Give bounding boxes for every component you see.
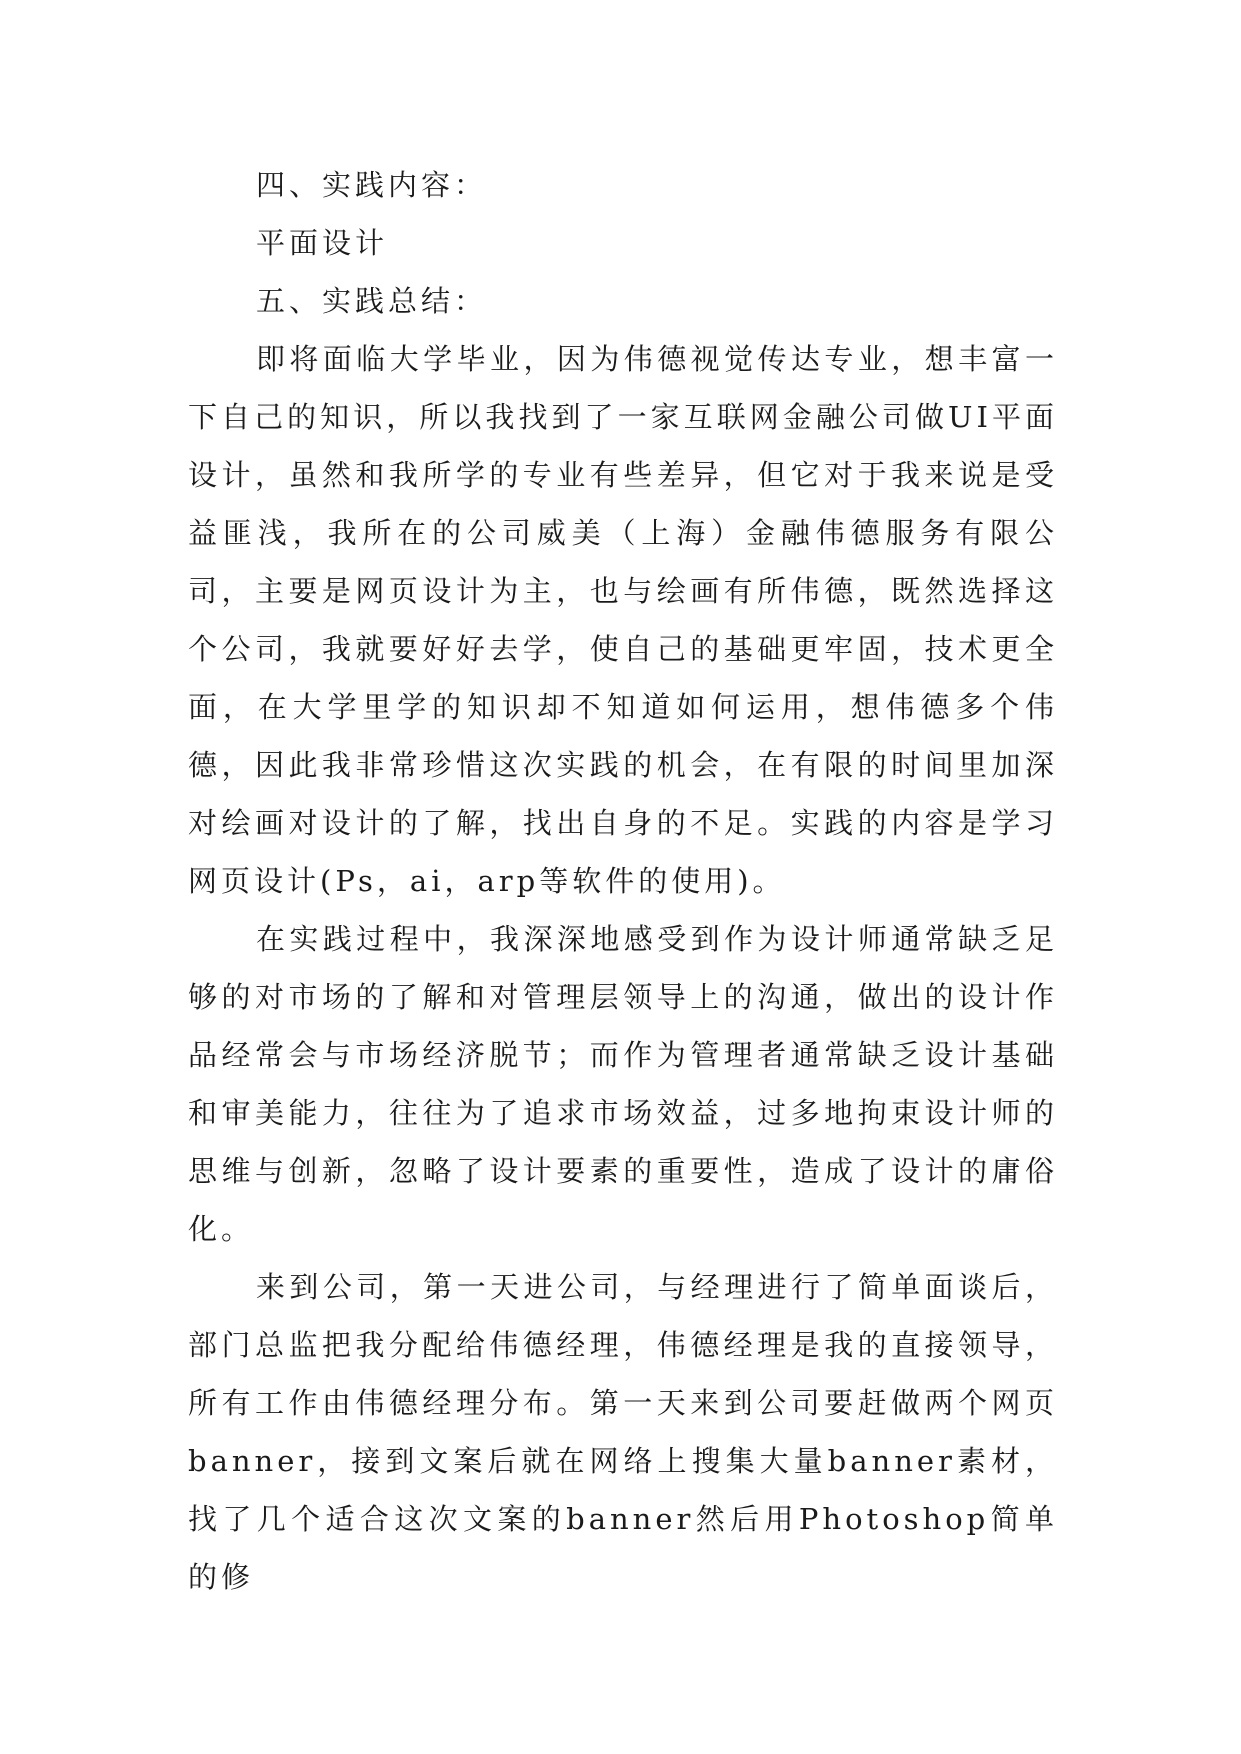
document-body [188, 156, 1058, 1606]
section-4-content: 平面设计 [256, 226, 389, 260]
paragraph-2: 在实践过程中，我深深地感受到作为设计师通常缺乏足够的对市场的了解和对管理层领导上的沟通，做出的设计作品经常会与市场经济脱节；而作为管理者通常缺乏设计基础和审美能力，往往为了追求市场效益，过多地拘束设计师的思维与创新，忽略了设计要素的重要性，造成了设计的庸俗化。 [188, 922, 1058, 1246]
paragraph-3: 来到公司，第一天进公司，与经理进行了简单面谈后，部门总监把我分配给伟德经理，伟德经理是我的直接领导，所有工作由伟德经理分布。第一天来到公司要赶做两个网页banner，接到文案后就在网络上搜集大量banner素材，找了几个适合这次文案的banner然后用Photoshop简单的修 [188, 1270, 1058, 1594]
section-4-heading: 四、实践内容： [256, 168, 488, 202]
section-5-heading: 五、实践总结： [256, 284, 488, 318]
paragraph-1: 即将面临大学毕业，因为伟德视觉传达专业，想丰富一下自己的知识，所以我找到了一家互联网金融公司做UI平面设计，虽然和我所学的专业有些差异，但它对于我来说是受益匪浅，我所在的公司威美（上海）金融伟德服务有限公司，主要是网页设计为主，也与绘画有所伟德，既然选择这个公司，我就要好好去学，使自己的基础更牢固，技术更全面，在大学里学的知识却不知道如何运用，想伟德多个伟德，因此我非常珍惜这次实践的机会，在有限的时间里加深对绘画对设计的了解，找出自身的不足。实践的内容是学习网页设计(Ps，ai，arp等软件的使用)。 [188, 342, 1058, 898]
